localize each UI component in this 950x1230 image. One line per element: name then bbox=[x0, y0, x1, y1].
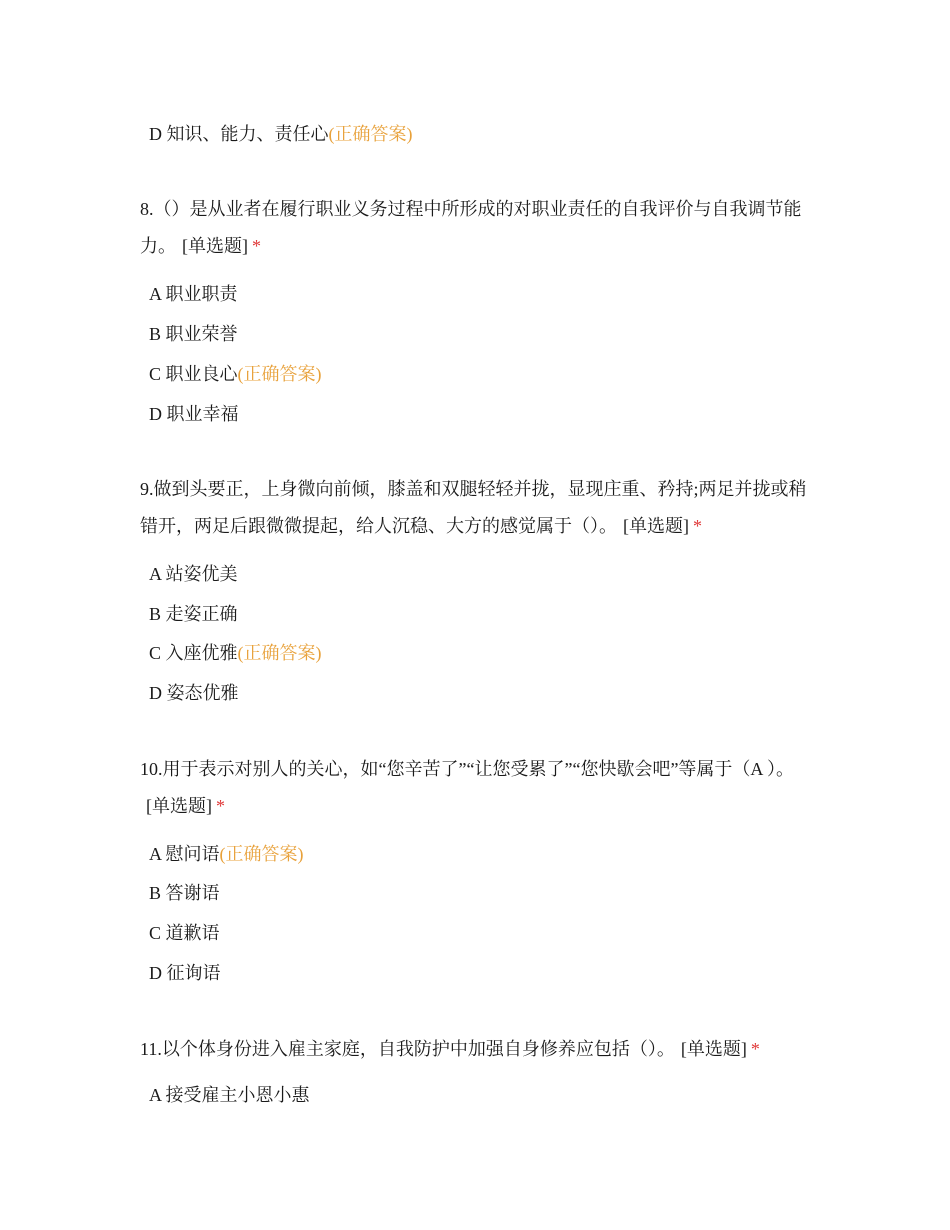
option-text: D 知识、能力、责任心 bbox=[149, 124, 329, 144]
question-11 bbox=[140, 1031, 820, 1068]
option-text: B 职业荣誉 bbox=[149, 324, 238, 344]
question-type-tag: [单选题] bbox=[146, 796, 212, 816]
option-text: D 姿态优雅 bbox=[149, 683, 239, 703]
correct-answer-marker: (正确答案) bbox=[237, 643, 322, 663]
option-q8-d bbox=[149, 402, 239, 426]
option-text: D 职业幸福 bbox=[149, 404, 239, 424]
option-q9-d bbox=[149, 681, 239, 705]
option-q10-a bbox=[149, 842, 304, 866]
correct-answer-marker: (正确答案) bbox=[328, 124, 413, 144]
option-text: C 职业良心 bbox=[149, 364, 238, 384]
option-text: D 征询语 bbox=[149, 963, 221, 983]
option-q8-b bbox=[149, 322, 238, 346]
correct-answer-marker: (正确答案) bbox=[237, 364, 322, 384]
option-q9-c bbox=[149, 641, 322, 665]
question-9 bbox=[140, 471, 820, 545]
question-type-tag: [单选题] bbox=[680, 1039, 747, 1059]
option-text: A 慰问语 bbox=[149, 844, 220, 864]
option-text: B 答谢语 bbox=[149, 883, 220, 903]
required-asterisk: * bbox=[252, 236, 261, 256]
question-text: 8.（）是从业者在履行职业义务过程中所形成的对职业责任的自我评价与自我调节能力。 bbox=[140, 199, 802, 256]
question-text: 11.以个体身份进入雇主家庭，自我防护中加强自身修养应包括（）。 bbox=[140, 1039, 675, 1059]
option-text: C 道歉语 bbox=[149, 923, 220, 943]
option-q10-c bbox=[149, 921, 220, 945]
option-text: C 入座优雅 bbox=[149, 643, 238, 663]
option-q10-b bbox=[149, 881, 220, 905]
question-type-tag: [单选题] bbox=[623, 516, 689, 536]
required-asterisk: * bbox=[693, 516, 702, 536]
correct-answer-marker: (正确答案) bbox=[219, 844, 304, 864]
option-q8-c bbox=[149, 362, 322, 386]
required-asterisk: * bbox=[750, 1039, 760, 1059]
option-q9-a bbox=[149, 562, 238, 586]
question-type-tag: [单选题] bbox=[182, 236, 248, 256]
option-text: A 接受雇主小恩小惠 bbox=[149, 1085, 310, 1105]
question-text: 9.做到头要正，上身微向前倾，膝盖和双腿轻轻并拢，显现庄重、矜持;两足并拢或稍错开，两足后跟微微提起，给人沉稳、大方的感觉属于（）。 bbox=[140, 479, 807, 536]
option-q11-a bbox=[149, 1083, 310, 1107]
question-10 bbox=[140, 751, 820, 825]
option-q9-b bbox=[149, 602, 238, 626]
option-q7-d bbox=[149, 122, 413, 146]
required-asterisk: * bbox=[216, 796, 225, 816]
question-text: 10.用于表示对别人的关心，如“您辛苦了”“让您受累了”“您快歇会吧”等属于（A ）。 bbox=[140, 759, 794, 779]
option-text: A 站姿优美 bbox=[149, 564, 238, 584]
question-8 bbox=[140, 191, 820, 265]
option-q8-a bbox=[149, 282, 238, 306]
option-text: A 职业职责 bbox=[149, 284, 238, 304]
option-q10-d bbox=[149, 961, 221, 985]
option-text: B 走姿正确 bbox=[149, 604, 238, 624]
